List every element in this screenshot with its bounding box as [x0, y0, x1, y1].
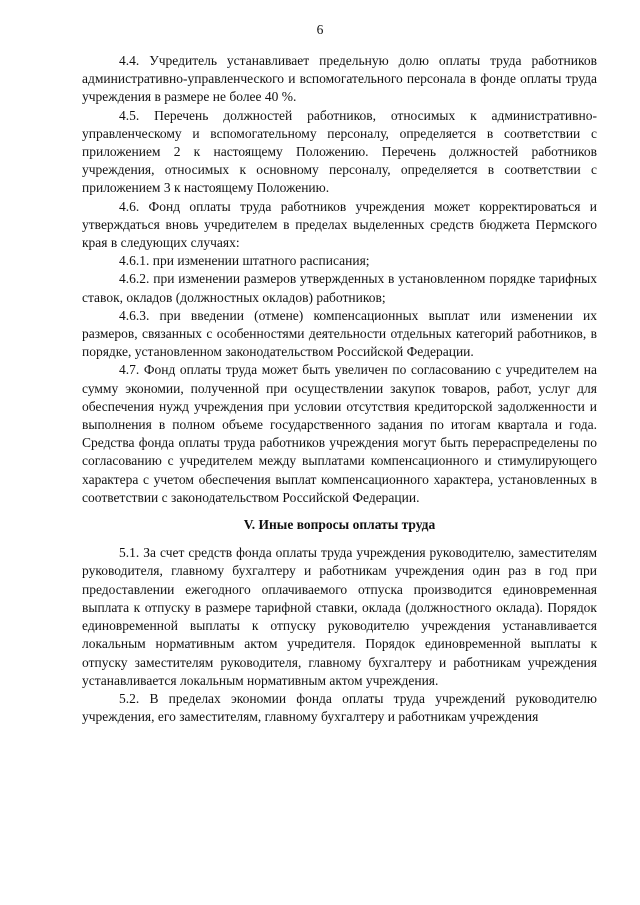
- paragraph-4-6-2: 4.6.2. при изменении размеров утвержденных в установленном порядке тарифных ставок, окладов (должностных окладов) работников;: [82, 271, 597, 305]
- page-number: 6: [316, 22, 324, 37]
- document-body: [82, 52, 597, 726]
- paragraph-4-6-3: 4.6.3. при введении (отмене) компенсационных выплат или изменении их размеров, связанных с особенностями деятельности отдельных категорий работников, в порядке, установленном законодательством Российской Федерации.: [82, 307, 597, 360]
- section-title: V. Иные вопросы оплаты труда: [243, 517, 436, 533]
- paragraph-4-4: 4.4. Учредитель устанавливает предельную долю оплаты труда работников административно-управленческого и вспомогательного персонала в фонде оплаты труда учреждения в размере не более 40 %.: [82, 53, 597, 105]
- paragraph-4-7: 4.7. Фонд оплаты труда может быть увеличен по согласованию с учредителем на сумму экономии, полученной при осуществлении закупок товаров, работ, услуг для обеспечения нужд учреждения при условии отсутствия кредиторской задолженности и выполнения в полном объеме государственного задания по итогам квартала и года. Средства фонда оплаты труда работников учреждения могут быть перераспределены по согласованию с учредителем между выплатами компенсационного и стимулирующего характера с учетом обеспечения выплат компенсационного характера, установленных в соответствии с законодательством Российской Федерации.: [82, 362, 597, 505]
- paragraph-4-6-1: 4.6.1. при изменении штатного расписания;: [119, 253, 370, 269]
- paragraph-5-1: 5.1. За счет средств фонда оплаты труда учреждения руководителю, заместителям руководителя, главному бухгалтеру и работникам учреждения один раз в год при предоставлении ежегодного оплачиваемого отпуска производится единовременная выплата к отпуску в размере тарифной ставки, оклада (должностного оклада). Порядок единовременной выплаты к отпуску руководителю учреждения устанавливается локальным нормативным актом учредителя. Порядок единовременной выплаты к отпуску заместителям руководителя, главному бухгалтеру и работникам учреждения устанавливается локальным нормативным актом учреждения.: [82, 545, 597, 688]
- paragraph-4-5: 4.5. Перечень должностей работников, относимых к административно-управленческому и вспомогательному персоналу, определяется в соответствии с приложением 2 к настоящему Положению. Перечень должностей работников учреждения, относимых к основному персоналу, определяется в соответствии с приложением 3 к настоящему Положению.: [82, 107, 597, 196]
- paragraph-5-2: 5.2. В пределах экономии фонда оплаты труда учреждений руководителю учреждения, его заместителям, главному бухгалтеру и работникам учреждения: [82, 690, 597, 725]
- paragraph-4-6: 4.6. Фонд оплаты труда работников учреждения может корректироваться и утверждаться вновь учредителем в пределах выделенных средств бюджета Пермского края в следующих случаях:: [82, 198, 597, 251]
